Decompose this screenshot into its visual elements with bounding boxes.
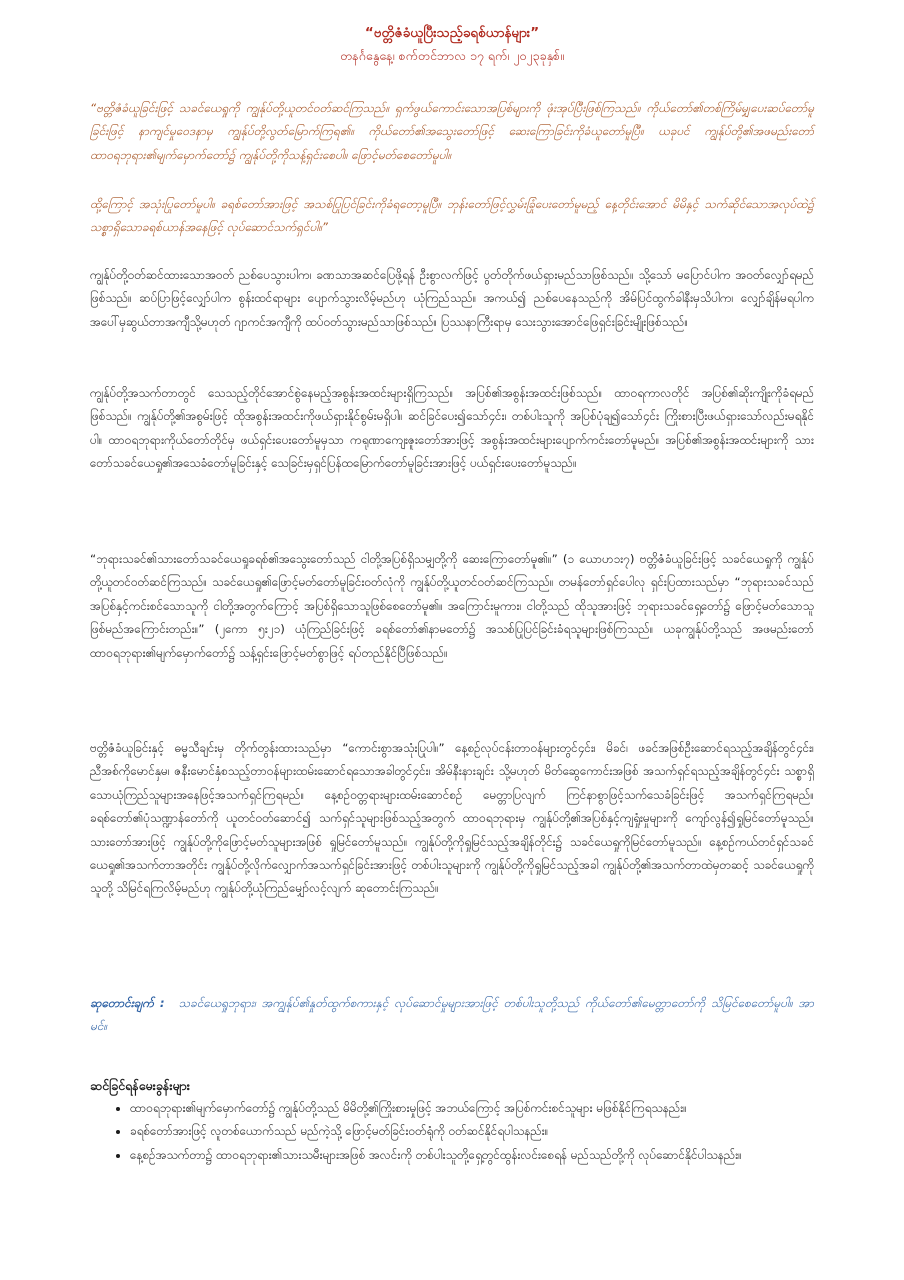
reflection-question: • ခရစ်တော်အားဖြင့် လူတစ်ယောက်သည် မည်ကဲ့သို့ ဖြောင့်မတ်ခြင်းဝတ်ရုံကို ဝတ်ဆင်နိုင်ရပါသနည်း။ [130,1120,836,1143]
quote-paragraph-1: “ဗတ္တိဇံခံယူခြင်းဖြင့် သခင်ယေရှုကို ကျွန်ုပ်တို့ယူတင်ဝတ်ဆင်ကြသည်။ ရှက်ဖွယ်ကောင်းသောအပြစ်များကို ဖုံးအုပ်ပြီးဖြစ်ကြသည်။ ကိုယ်တော်၏တစ်ကြိမ်မျှပေးဆပ်တော်မူခြင်းဖြင့် နာကျင်မှုဝေဒနာမှ ကျွန်ုပ်တို့လွတ်မြောက်ကြရ၏။ ကိုယ်တော်၏အသွေးတော်ဖြင့် ဆေးကြောခြင်းကိုခံယူတော်မူပြီ။ ယခုပင် ကျွန်ုပ်တို့၏အဖမည်းတော်ထာဝရဘုရား၏မျက်မှောက်တော်၌ ကျွန်ုပ်တို့ကိုသန့်ရှင်းစေပါ။ ဖြောင့်မတ်စေတော်မူပါ။ [90,101,814,162]
reflection-heading: ဆင်ခြင်ရန်မေးခွန်းများ [90,1078,190,1093]
body-paragraph-4: ဗတ္တိဇံခံယူခြင်းနှင့် ဓမ္မသီချင်းမှ တိုက်တွန်းထားသည်မှာ “ကောင်းစွာအသုံးပြုပါ။” နေ့စဉ်လုပ်ငန်းတာဝန်များတွင်၄င်း၊ မိခင်၊ ဖခင်အဖြစ်ဦးဆောင်ရသည့်အချိန်တွင်၄င်း၊ ညီအစ်ကိုမောင်နှမ၊ ဇနီးမောင်နှံစသည့်တာဝန်များထမ်းဆောင်ရသောအခါတွင်၄င်း၊ အိမ်နီးနားချင်း သို့မဟုတ် မိတ်ဆွေကောင်းအဖြစ် အသက်ရှင်ရသည့်အချိန်တွင်၄င်း သစ္စာရှိသောယုံကြည်သူများအနေဖြင့်အသက်ရှင်ကြရမည်။ နေ့စဉ်ဝတ္တရားများထမ်းဆောင်စဉ် မေတ္တာပြလျက် ကြင်နာစွာဖြင့်သက်သေခံခြင်းဖြင့် အသက်ရှင်ကြရမည်။ ခရစ်တော်၏ပုံသဏ္ဍာန်တော်ကို ယူတင်ဝတ်ဆောင်၍ သက်ရှင်သူများဖြစ်သည့်အတွက် ထာဝရဘုရားမှ ကျွန်ုပ်တို့၏အပြစ်နှင့်ကျရှုံးမှုများကို ကျော်လွန်၍ရှုမြင်တော်မူသည်။ သားတော်အားဖြင့် ကျွန်ုပ်တို့ကိုဖြောင့်မတ်သူများအဖြစ် ရှုမြင်တော်မူသည်။ ကျွန်ုပ်တို့ကိုရှုမြင်သည့်အချိန်တိုင်း၌ သခင်ယေရှုကိုမြင်တော်မူသည်။ နေ့စဉ်ကယ်တင်ရှင်သခင်ယေရှု၏အသက်တာအတိုင်း ကျွန်ုပ်တို့လိုက်လျှောက်အသက်ရှင်ခြင်းအားဖြင့် တစ်ပါးသူများကို ကျွန်ုပ်တို့ကိုရှုမြင်သည့်အခါ ကျွန်ုပ်တို့၏အသက်တာထဲမှတဆင့် သခင်ယေရှုကို သူတို့ သိမြင်ရကြလိမ့်မည်ဟု ကျွန်ုပ်တို့ယုံကြည်မျှော်လင့်လျက် ဆုတောင်းကြသည်။ [90,741,814,896]
reflection-question-list [108,1097,836,1167]
body-paragraph-2: ကျွန်ုပ်တို့အသက်တာတွင် သေသည့်တိုင်အောင်စွဲနေမည့်အစွန်းအထင်းများရှိကြသည်။ အပြစ်၏အစွန်းအထင်းဖြစ်သည်။ ထာဝရကာလတိုင် အပြစ်၏ဆိုးကျိုးကိုခံရမည်ဖြစ်သည်။ ကျွန်ုပ်တို့၏အစွမ်းဖြင့် ထိုအစွန်းအထင်းကိုဖယ်ရှားနိုင်စွမ်းမရှိပါ။ ဆင်ခြင်ပေး၍သော်၄င်း၊ တစ်ပါးသူကို အပြစ်ပုံချ၍သော်၄င်း ကြိုးစားပြီးဖယ်ရှားသော်လည်းမရနိုင်ပါ။ ထာဝရဘုရားကိုယ်တော်တိုင်မှ ဖယ်ရှင်းပေးတော်မူမှသာ ကရုဏာကျေးဇူးတော်အားဖြင့် အစွန်းအထင်းများပျောက်ကင်းတော်မူမည်။ အပြစ်၏အစွန်းအထင်းများကို သားတော်သခင်ယေရှု၏အသေခံတော်မူခြင်းနှင့် သေခြင်းမှရှင်ပြန်ထမြောက်တော်မူခြင်းအားဖြင့် ပယ်ရှင်းပေးတော်မူသည်။ [90,386,814,471]
body-paragraph-3: “ဘုရားသခင်၏သားတော်သခင်ယေရှုခရစ်၏အသွေးတော်သည် ငါတို့အပြစ်ရှိသမျှတို့ကို ဆေးကြောတော်မူ၏။” (၁ ယောဟ၁း၇) ဗတ္တိဇံခံယူခြင်းဖြင့် သခင်ယေရှုကို ကျွန်ုပ်တို့ယူတင်ဝတ်ဆင်ကြသည်။ သခင်ယေရှု၏ဖြောင့်မတ်တော်မူခြင်းဝတ်လုံကို ကျွန်ုပ်တို့ယူတင်ဝတ်ဆင်ကြသည်။ တမန်တော်ရှင်ပေါလု ရှင်းပြထားသည်မှာ “ဘုရားသခင်သည်အပြစ်နှင့်ကင်းစင်သောသူကို ငါတို့အတွက်ကြောင့် အပြစ်ရှိသောသူဖြစ်စေတော်မူ၏။ အကြောင်းမူကား၊ ငါတို့သည် ထိုသူအားဖြင့် ဘုရားသခင်ရှေ့တော်၌ ဖြောင့်မတ်သောသူဖြစ်မည်အကြောင်းတည်း။” (၂ကော ၅း၂၁) ယုံကြည်ခြင်းဖြင့် ခရစ်တော်၏နာမတော်၌ အသစ်ပြုပြင်ခြင်းခံရသူများဖြစ်ကြသည်။ ယခုကျွန်ုပ်တို့သည် အဖမည်းတော်ထာဝရဘုရား၏မျက်မှောက်တော်၌ သန့်ရှင်းဖြောင့်မတ်စွာဖြင့် ရပ်တည်နိုင်ပြီဖြစ်သည်။ [90,552,814,660]
prayer-paragraph [90,992,814,1039]
quote-paragraph-2: ထို့ကြောင့် အသုံးပြုတော်မူပါ။ ခရစ်တော်အားဖြင့် အသစ်ပြုပြင်ခြင်းကိုခံရတော့မူပြီ။ ဘုန်းတော်ဖြင့်လွှမ်းခြုံပေးတော်မူမည့် နေ့တိုင်းအောင် မိမိနှင့် သက်ဆိုင်သောအလုပ်ထဲ၌ သစ္စာရှိသောခရစ်ယာန်အနေဖြင့် လုပ်ဆောင်သက်ရှင်ပါ။” [90,197,814,235]
prayer-label: ဆုတောင်းချက် : [90,996,165,1010]
body-paragraph-1: ကျွန်ုပ်တို့ဝတ်ဆင်ထားသောအဝတ် ညစ်ပေသွားပါက၊ ခဏသာအဆင်ပြေဖို့ရန် ဦးစွာလက်ဖြင့် ပွတ်တိုက်ဖယ်ရှားမည်သာဖြစ်သည်။ သို့သော် မပြောင်ပါက အဝတ်လျှော်ရမည်ဖြစ်သည်။ ဆပ်ပြာဖြင့်လျှော်ပါက စွန်းထင်ရာများ ပျောက်သွားလိမ့်မည်ဟု ယုံကြည်သည်။ အကယ်၍ ညစ်ပေနေသည်ကို အိမ်ပြင်ထွက်ခါနီးမှသိပါက၊ လျှော်ချိန်မရပါက အပေါ်မှဆွယ်တာအကျီသို့မဟုတ် ဂျာကင်အကျီကို ထပ်ဝတ်သွားမည်သာဖြစ်သည်။ ပြဿနာကြီးရာမှ သေးသွားအောင်ဖြေရှင်းခြင်းမျိုးဖြစ်သည်။ [90,268,814,329]
page-date: တနင်္ဂနွေနေ့၊ စက်တင်ဘာလ ၁၇ ရက်၊ ၂၀၂၃ခုနှစ်။ [340,48,564,63]
reflection-question: • နေ့စဉ်အသက်တာ၌ ထာဝရဘုရား၏သားသမီးများအဖြစ် အလင်းကို တစ်ပါးသူတို့ရှေ့တွင်ထွန်းလင်းစေရန် မည်သည်တို့ကို လုပ်ဆောင်နိုင်ပါသနည်း။ [130,1144,836,1167]
page-title: “ဗတ္တိဇံခံယူပြီးသည့်ခရစ်ယာန်များ” [364,25,540,41]
reflection-question: • ထာဝရဘုရား၏မျက်မှောက်တော်၌ ကျွန်ုပ်တို့သည် မိမိတို့၏ကြိုးစားမှုဖြင့် အဘယ်ကြောင့် အပြစ်ကင်းစင်သူများ မဖြစ်နိုင်ကြရသနည်း။ [130,1097,836,1120]
prayer-text: သခင်ယေရှုဘုရား၊ အကျွန်ုပ်၏နှုတ်ထွက်စကားနှင့် လုပ်ဆောင်မှုများအားဖြင့် တစ်ပါးသူတို့သည် ကိုယ်တော်၏မေတ္တာတော်ကို သိမြင်စေတော်မူပါ။ အာမင်။ [90,996,814,1034]
